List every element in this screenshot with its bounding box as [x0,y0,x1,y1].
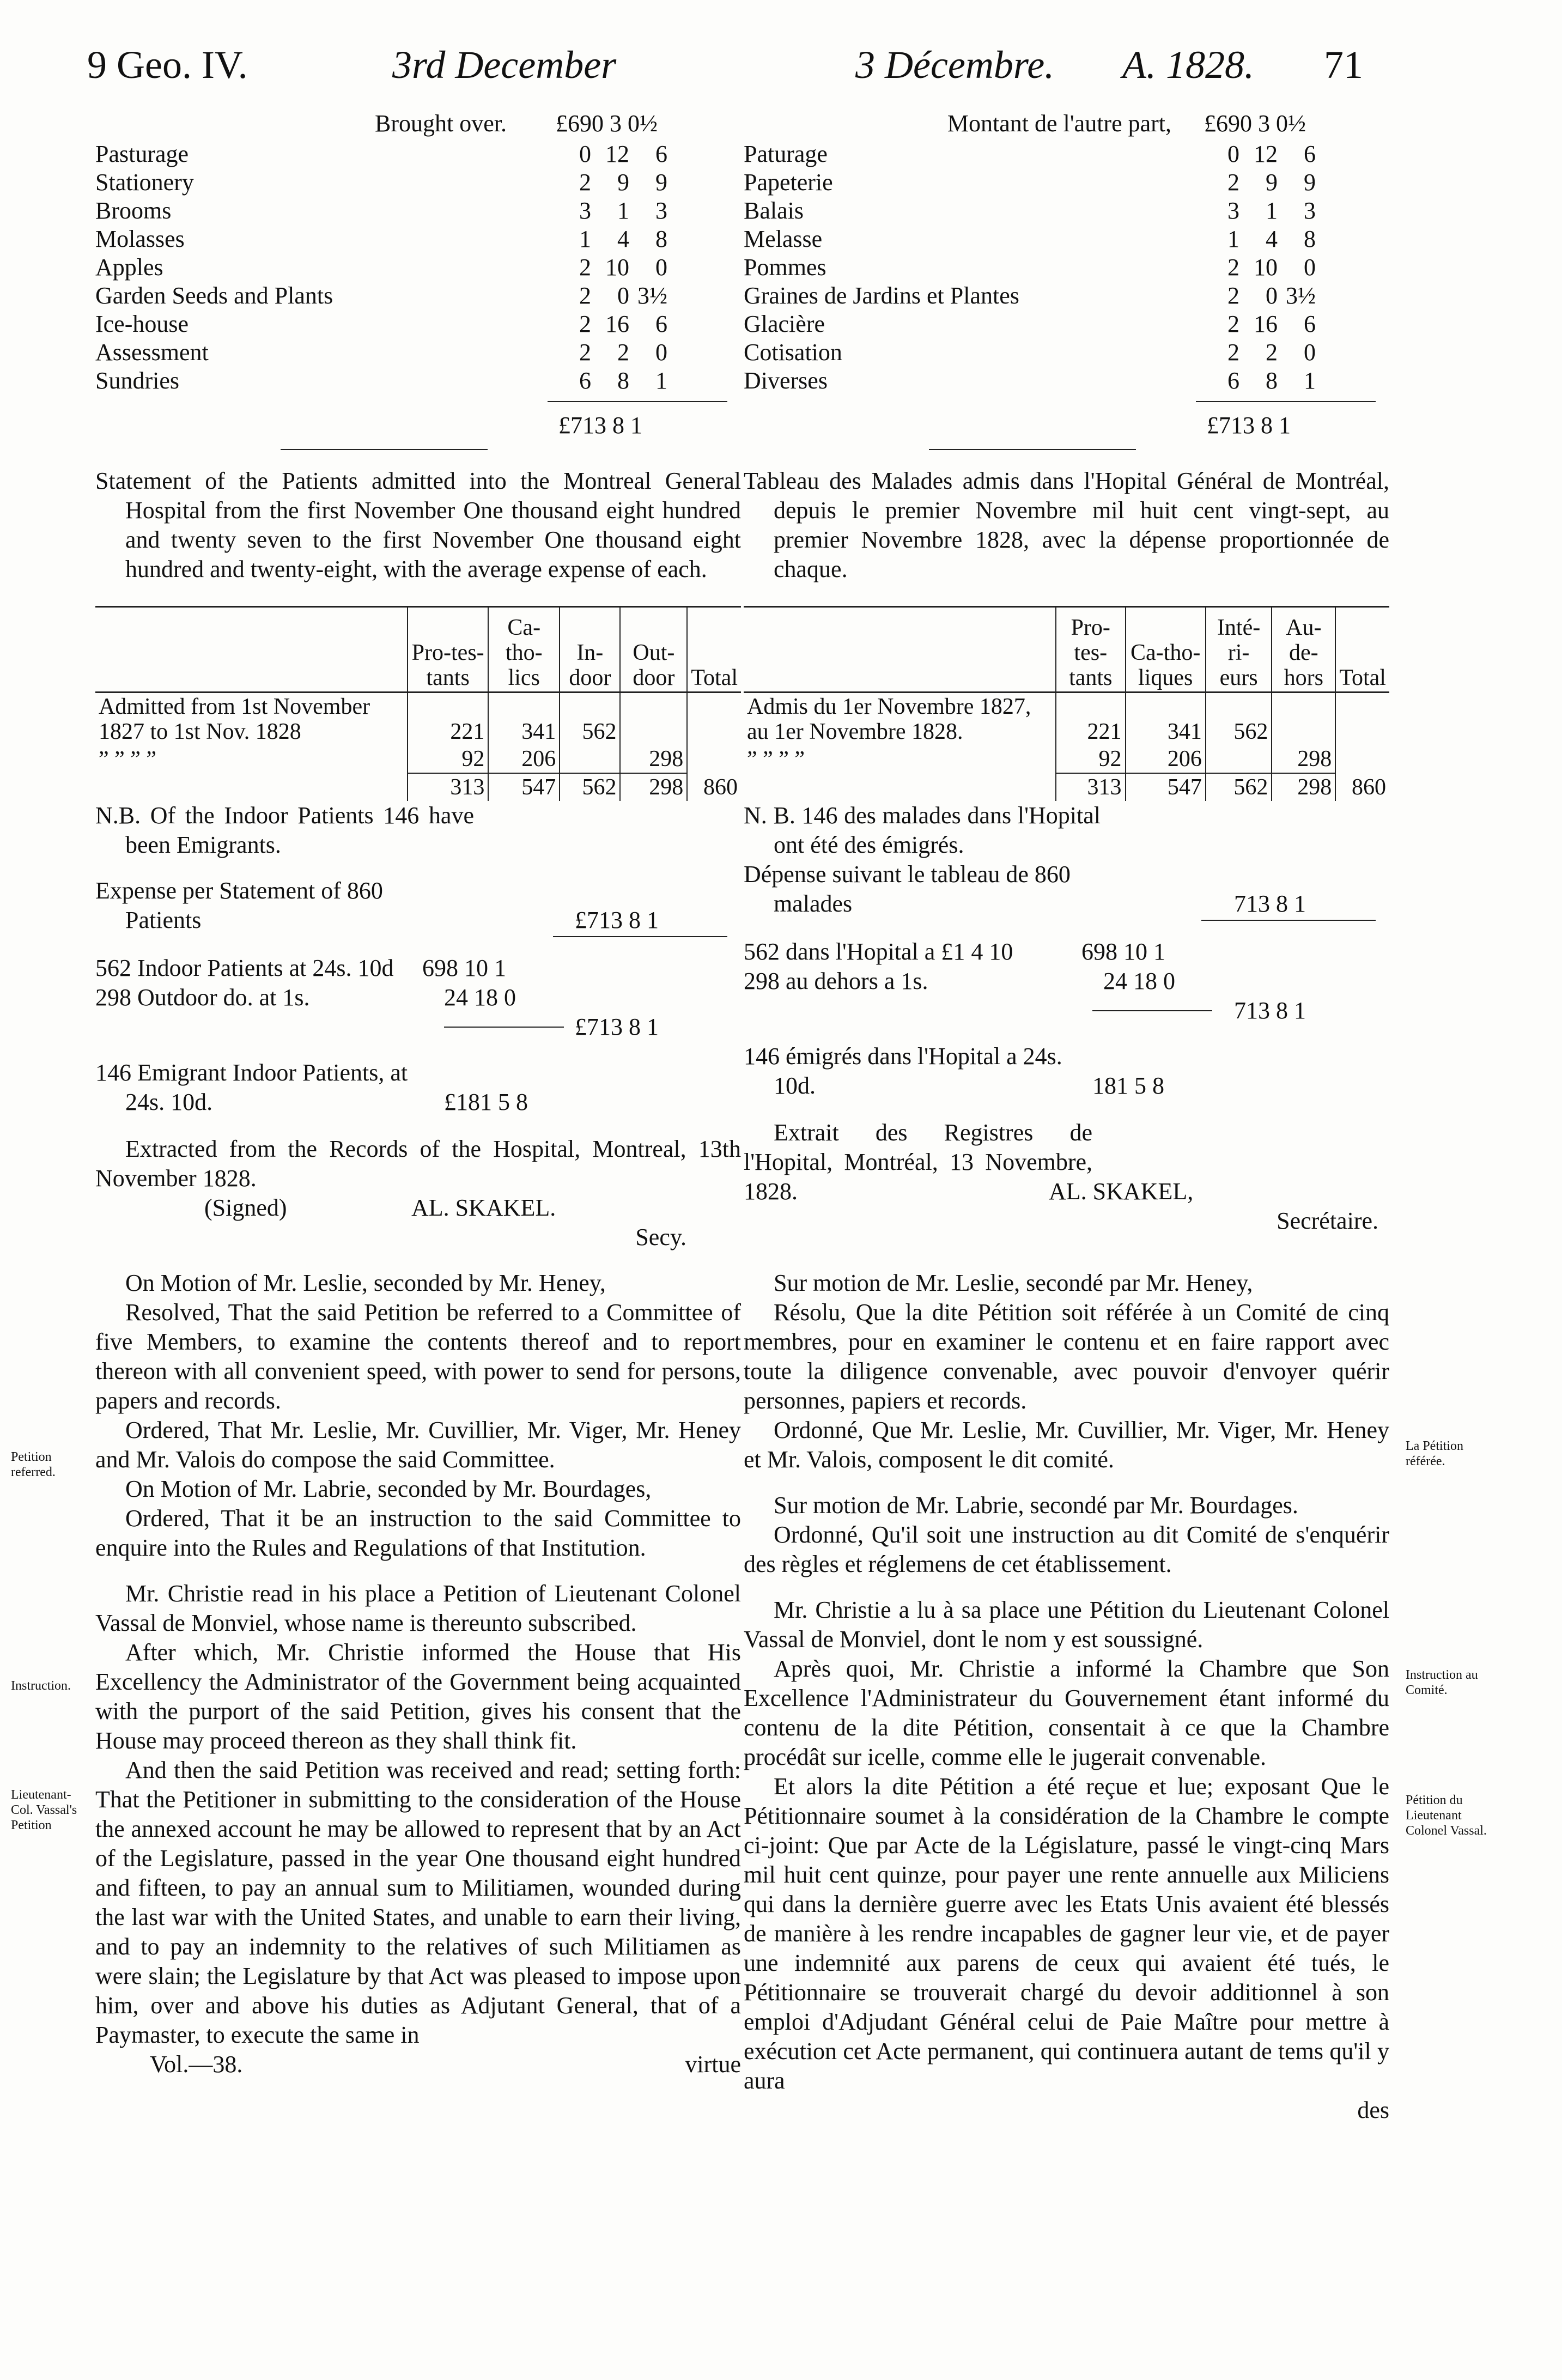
account-pounds: 2 [1227,282,1239,309]
emigrant-amount-fr: 181 5 8 [1092,1072,1164,1099]
account-name: Molasses [95,226,185,252]
motion-labrie: On Motion of Mr. Labrie, seconded by Mr. Bourdages, [125,1476,652,1502]
account-pounds: 1 [1227,226,1239,252]
account-pence: 6 [655,311,667,337]
account-name: Diverses [744,367,828,394]
account-pence: 3 [655,197,667,224]
account-pounds: 6 [1227,367,1239,394]
account-pounds: 2 [579,254,591,281]
account-row [744,253,1389,281]
account-pence: 8 [655,226,667,252]
table-row [95,693,741,746]
table-header-cell: Pro-tes-tants [408,607,488,693]
table-cell [1335,693,1389,746]
extract-note: Extracted from the Records of the Hospital, Montreal, 13th November 1828. [95,1136,741,1192]
english-column [95,109,741,2079]
account-row [95,168,741,196]
signer-name-fr: AL. SKAKEL, [1049,1178,1194,1205]
table-cell: 860 [687,773,741,801]
account-pounds: 2 [1227,339,1239,366]
motion-leslie-fr: Sur motion de Mr. Leslie, secondé par Mr. Heney, [774,1270,1253,1296]
ordered-committee-fr: Ordonné, Que Mr. Leslie, Mr. Cuvillier, Mr. Viger, Mr. Heney et Mr. Valois, composent le dit comité. [744,1417,1389,1473]
table-row [744,693,1389,746]
account-name: Glacière [744,311,825,337]
page-number: 71 [1324,43,1363,87]
indoor-amount: 698 10 1 [422,955,506,981]
expense-label-fr: Dépense suivant le tableau de 860 malades [744,861,1071,917]
account-name: Cotisation [744,339,842,366]
table-cell [1206,745,1272,773]
expense-total: £713 8 1 [575,1013,659,1040]
table-cell: 860 [1335,773,1389,801]
expense-amount: £713 8 1 [575,907,659,933]
table-cell: 562 [560,693,620,746]
table-header-cell: Total [1335,607,1389,693]
table-header-cell: Out-door [620,607,687,693]
account-total-amount: £713 8 1 [558,412,642,439]
account-pounds: 1 [579,226,591,252]
table-cell: 92 [408,745,488,773]
account-row [744,366,1389,394]
margin-petition-referred: Petition referred. [11,1450,56,1479]
christie-informed: After which, Mr. Christie informed the House that His Excellency the Administrator of the Government being acquainted with the purport of the said Petition, gives his consent that the House may proceed thereon as they shall think fit. [95,1639,741,1754]
patient-statistics-table-fr [744,606,1389,801]
petition-text-fr: Et alors la dite Pétition a été reçue et lue; exposant Que le Pétitionnaire soumet à la considération de la Chambre le compte ci-joint: Que par Acte de la Législature, passé le vingt-cinq Mars mil huit cent quinze, pour payer une rente annuelle aux Miliciens qui dans la dernière guerre avec les Etats Unis avaient été blessés de manière à les rendre incapables de gagner leur vie, et de payer une indemnité aux parens de ceux qui avaient été tués, le Pétitionnaire se trouverait chargé du devoir additionnel à son emploi d'Adjudant Général celui de Paie Maître pour mettre à exécution cet Acte permanent, qui continuera autant de tems qu'il y aura [744,1773,1389,2094]
account-pence: 9 [1304,169,1316,196]
account-name: Graines de Jardins et Plantes [744,282,1019,309]
table-cell: 298 [620,773,687,801]
account-shillings: 0 [1266,282,1278,309]
row-label [95,773,408,801]
margin-lt-col-petition-fr: Pétition du Lieutenant Colonel Vassal. [1406,1793,1487,1838]
account-name: Pommes [744,254,826,281]
table-cell: 562 [1206,693,1272,746]
account-row [95,309,741,338]
indoor-line-fr: 562 dans l'Hopital a £1 4 10 [744,938,1013,965]
table-cell: 341 [1126,693,1206,746]
table-cell [687,693,741,746]
table-row [744,745,1389,773]
account-pounds: 2 [579,169,591,196]
account-shillings: 10 [605,254,629,281]
expense-total-fr: 713 8 1 [1234,997,1306,1024]
account-pence: 9 [655,169,667,196]
french-date: 3 Décembre. [855,43,1055,87]
expense-label: Expense per Statement of 860 Patients [95,877,383,933]
account-pence: 0 [655,339,667,366]
account-shillings: 8 [617,367,629,394]
table-cell: 547 [1126,773,1206,801]
christie-informed-fr: Après quoi, Mr. Christie a informé la Chambre que Son Excellence l'Administrateur du Gouvernement étant informé du contenu de la dite Pétition, consentait à ce que la Chambre procédât sur icelle, comme elle le jugerait convenable. [744,1655,1389,1770]
account-pounds: 0 [579,141,591,167]
account-list [95,139,741,394]
margin-instruction: Instruction. [11,1679,71,1693]
account-pounds: 3 [1227,197,1239,224]
account-name: Apples [95,254,163,281]
expense-amount-fr: 713 8 1 [1234,890,1306,917]
account-row [744,338,1389,366]
nb-note-fr: N. B. 146 des malades dans l'Hopital ont été des émigrés. [744,802,1101,858]
account-pounds: 6 [579,367,591,394]
table-cell [1272,693,1335,746]
margin-petition-referee: La Pétition référée. [1406,1439,1463,1468]
account-row [744,196,1389,224]
account-name: Garden Seeds and Plants [95,282,333,309]
account-shillings: 4 [1266,226,1278,252]
table-cell: 562 [560,773,620,801]
outdoor-line-fr: 298 au dehors a 1s. [744,968,928,994]
account-pence: 8 [1304,226,1316,252]
table-header-cell: Au-de-hors [1272,607,1335,693]
account-name: Balais [744,197,804,224]
session-label: 9 Geo. IV. [87,43,248,87]
table-cell [620,693,687,746]
account-row [95,338,741,366]
account-pence: 0 [1304,254,1316,281]
account-row [744,224,1389,253]
brought-over-label-fr: Montant de l'autre part, [947,110,1171,137]
row-label: Admis du 1er Novembre 1827, au 1er Novembre 1828. [747,694,1031,744]
account-pounds: 3 [579,197,591,224]
motion-labrie-fr: Sur motion de Mr. Labrie, secondé par Mr. Bourdages. [774,1492,1298,1519]
petition-text: And then the said Petition was received and read; setting forth: That the Petitioner in submitting to the consideration of the House the annexed account he may be allowed to represent that by an Act of the Legislature, passed in the year One thousand eight hundred and fifteen, to pay an annual sum to Militiamen, wounded during the last war with the United States, and unable to earn their living, and to pay an indemnity to the relatives of such Militiamen as were slain; the Legislature by that Act was pleased to impose upon him, over and above his duties as Adjutant General, that of a Paymaster, to execute the same in [95,1757,741,2048]
patient-statistics-table [95,606,741,801]
account-pounds: 2 [579,282,591,309]
table-cell [560,745,620,773]
account-pounds: 0 [1227,141,1239,167]
row-label: ” ” ” ” [99,747,157,772]
account-total [95,394,741,449]
table-cell: 221 [408,693,488,746]
account-total-amount-fr: £713 8 1 [1207,412,1291,439]
account-shillings: 12 [1254,141,1278,167]
account-pounds: 2 [1227,169,1239,196]
account-pence: 6 [1304,141,1316,167]
account-row [744,309,1389,338]
table-row [744,773,1389,801]
account-pounds: 2 [579,339,591,366]
year-label: A. 1828. [1122,43,1254,87]
row-label: ” ” ” ” [747,747,805,772]
account-row [95,196,741,224]
account-pence: 1 [655,367,667,394]
table-header-cell [744,607,1056,693]
account-shillings: 2 [617,339,629,366]
table-cell: 313 [1056,773,1126,801]
account-row [95,281,741,309]
account-pence: 6 [1304,311,1316,337]
account-row [95,139,741,168]
account-name: Assessment [95,339,209,366]
signer-title-fr: Secrétaire. [1277,1207,1378,1234]
catchword-fr: des [1357,2097,1389,2123]
brought-over-label: Brought over. [375,110,507,137]
table-row [95,773,741,801]
brought-over-amount-fr: £690 3 0½ [1204,110,1306,137]
emigrant-amount: £181 5 8 [444,1089,528,1115]
account-name: Stationery [95,169,194,196]
account-row [744,168,1389,196]
account-name: Sundries [95,367,179,394]
account-name: Melasse [744,226,823,252]
ordered-instruction: Ordered, That it be an instruction to the said Committee to enquire into the Rules and Regulations of that Institution. [95,1505,741,1561]
brought-over-line [95,109,741,139]
account-shillings: 2 [1266,339,1278,366]
outdoor-amount-fr: 24 18 0 [1103,968,1175,994]
table-header-cell: Total [687,607,741,693]
account-pence: 6 [655,141,667,167]
account-list-fr [744,139,1389,394]
brought-over-amount: £690 3 0½ [556,110,658,137]
ordered-instruction-fr: Ordonné, Qu'il soit une instruction au dit Comité de s'enquérir des règles et réglemens de cet établissement. [744,1521,1389,1577]
table-header-cell: Pro-tes-tants [1056,607,1126,693]
table-cell: 221 [1056,693,1126,746]
statement-heading-fr: Tableau des Malades admis dans l'Hopital Général de Montréal, depuis le premier Novembre mil huit cent vingt-sept, au premier Novembre 1828, avec la dépense proportionnée de chaque. [744,467,1389,582]
table-cell: 562 [1206,773,1272,801]
account-name: Papeterie [744,169,833,196]
account-shillings: 9 [617,169,629,196]
margin-lt-col-petition: Lieutenant-Col. Vassal's Petition [11,1788,77,1832]
margin-instruction-fr: Instruction au Comité. [1406,1668,1478,1697]
account-shillings: 1 [1266,197,1278,224]
account-shillings: 10 [1254,254,1278,281]
indoor-amount-fr: 698 10 1 [1081,938,1165,965]
account-shillings: 16 [1254,311,1278,337]
account-row [744,281,1389,309]
table-row [95,745,741,773]
account-row [95,366,741,394]
account-name: Paturage [744,141,828,167]
account-pounds: 2 [1227,311,1239,337]
table-cell: 206 [488,745,560,773]
emigrant-line: 146 Emigrant Indoor Patients, at 24s. 10d. [95,1059,408,1115]
ordered-committee: Ordered, That Mr. Leslie, Mr. Cuvillier, Mr. Viger, Mr. Heney and Mr. Valois do compose the said Committee. [95,1417,741,1473]
account-row [744,139,1389,168]
table-cell: 298 [620,745,687,773]
account-shillings: 0 [617,282,629,309]
volume-label: Vol.—38. [150,2051,243,2078]
table-cell: 547 [488,773,560,801]
account-shillings: 12 [605,141,629,167]
table-header-cell [95,607,408,693]
table-header-cell: In-door [560,607,620,693]
table-header-cell: Ca-tho-lics [488,607,560,693]
row-label: Admitted from 1st November 1827 to 1st Nov. 1828 [99,694,370,744]
signed-label: (Signed) [204,1194,287,1221]
account-shillings: 8 [1266,367,1278,394]
catchword: virtue [685,2051,741,2078]
french-column [744,109,1389,2125]
account-pence: 0 [655,254,667,281]
christie-petition: Mr. Christie read in his place a Petition of Lieutenant Colonel Vassal de Monviel, whose name is thereunto subscribed. [95,1580,741,1636]
table-cell: 313 [408,773,488,801]
emigrant-line-fr: 146 émigrés dans l'Hopital a 24s. 10d. [744,1043,1062,1099]
page-header [87,42,1373,102]
outdoor-amount: 24 18 0 [444,984,516,1011]
nb-note: N.B. Of the Indoor Patients 146 have been Emigrants. [95,802,474,858]
account-pence: 3 [1304,197,1316,224]
table-cell [1335,745,1389,773]
account-shillings: 4 [617,226,629,252]
account-shillings: 9 [1266,169,1278,196]
table-header-cell: Ca-tho-liques [1126,607,1206,693]
english-date: 3rd December [392,43,617,87]
account-name: Brooms [95,197,172,224]
resolved-text: Resolved, That the said Petition be referred to a Committee of five Members, to examine the contents thereof and to report thereon with all convenient speed, with power to send for persons, papers and records. [95,1299,741,1414]
account-pounds: 2 [579,311,591,337]
account-pence: 1 [1304,367,1316,394]
outdoor-line: 298 Outdoor do. at 1s. [95,984,310,1011]
account-name: Pasturage [95,141,189,167]
motion-leslie: On Motion of Mr. Leslie, seconded by Mr. Heney, [125,1270,606,1296]
signer-title: Secy. [635,1224,686,1250]
extract-note-fr: Extrait des Registres de l'Hopital, Montréal, 13 Novembre, 1828. [744,1119,1092,1205]
account-name: Ice-house [95,311,189,337]
table-cell [687,745,741,773]
statement-heading: Statement of the Patients admitted into the Montreal General Hospital from the first November One thousand eight hundred and twenty seven to the first November One thousand eight hundred and twenty-eight, with the average expense of each. [95,467,741,582]
table-cell: 92 [1056,745,1126,773]
christie-petition-fr: Mr. Christie a lu à sa place une Pétition du Lieutenant Colonel Vassal de Monviel, dont le nom y est soussigné. [744,1596,1389,1653]
table-cell: 298 [1272,773,1335,801]
account-row [95,253,741,281]
account-pounds: 2 [1227,254,1239,281]
account-row [95,224,741,253]
account-pence: 3½ [637,282,667,309]
account-pence: 3½ [1286,282,1316,309]
table-cell: 206 [1126,745,1206,773]
account-pence: 0 [1304,339,1316,366]
table-cell: 341 [488,693,560,746]
expense-statement [95,876,741,936]
account-shillings: 16 [605,311,629,337]
resolved-text-fr: Résolu, Que la dite Pétition soit référée à un Comité de cinq membres, pour en examiner le contenu et en faire rapport avec toute la diligence convenable, avec pouvoir d'envoyer quérir personnes, papiers et records. [744,1299,1389,1414]
indoor-line: 562 Indoor Patients at 24s. 10d [95,955,394,981]
row-label [744,773,1056,801]
signer-name: AL. SKAKEL. [411,1194,556,1221]
account-shillings: 1 [617,197,629,224]
table-header-cell: Inté-ri-eurs [1206,607,1272,693]
table-cell: 298 [1272,745,1335,773]
